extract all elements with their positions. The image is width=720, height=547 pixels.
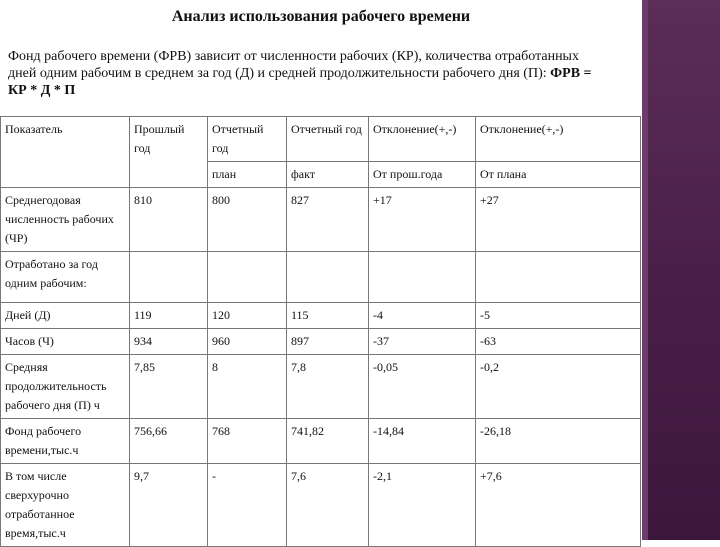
table-cell: -26,18 <box>476 419 641 464</box>
table-cell: 827 <box>287 188 369 252</box>
table-cell: 7,8 <box>287 355 369 419</box>
intro-formula: ФРВ = КР * Д * П <box>8 66 592 98</box>
table-row <box>1 329 641 355</box>
table-cell <box>287 252 369 303</box>
table-row <box>1 303 641 329</box>
subheader-cell: план <box>208 162 287 188</box>
table-cell <box>369 252 476 303</box>
table-cell: -14,84 <box>369 419 476 464</box>
table-cell <box>208 252 287 303</box>
table-cell: 7,85 <box>130 355 208 419</box>
table-cell: 115 <box>287 303 369 329</box>
table-row <box>1 464 641 547</box>
table-row <box>1 252 641 303</box>
slide-title: Анализ использования рабочего времени <box>171 8 471 25</box>
table-cell: 741,82 <box>287 419 369 464</box>
header-cell: Отклонение(+,-) <box>369 117 476 162</box>
header-cell: Отчетный год <box>208 117 287 162</box>
intro-text: Фонд рабочего времени (ФРВ) зависит от численности рабочих (КР), количества отработанных дней одним рабочим в среднем за год (Д) и средней продолжительности рабочего дня (П): <box>8 49 579 81</box>
intro-paragraph <box>8 48 608 99</box>
table-cell: В том числе сверхурочно отработанное время,тыс.ч <box>1 464 130 547</box>
table-cell: -5 <box>476 303 641 329</box>
subheader-cell: факт <box>287 162 369 188</box>
table-row <box>1 355 641 419</box>
table-cell: -0,2 <box>476 355 641 419</box>
table-cell: 897 <box>287 329 369 355</box>
table-cell: 810 <box>130 188 208 252</box>
table-cell: -37 <box>369 329 476 355</box>
table-cell: 756,66 <box>130 419 208 464</box>
subheader-cell: От плана <box>476 162 641 188</box>
table-cell: 7,6 <box>287 464 369 547</box>
table-cell: -0,05 <box>369 355 476 419</box>
table-cell: - <box>208 464 287 547</box>
table-cell: 934 <box>130 329 208 355</box>
table-cell: Дней (Д) <box>1 303 130 329</box>
table-cell: Среднегодовая численность рабочих (ЧР) <box>1 188 130 252</box>
header-cell: Прошлый год <box>130 117 208 188</box>
table-cell: 768 <box>208 419 287 464</box>
work-time-table <box>0 116 641 547</box>
table-cell: 8 <box>208 355 287 419</box>
table-cell: 119 <box>130 303 208 329</box>
table-cell: -4 <box>369 303 476 329</box>
table-row <box>1 419 641 464</box>
table-row <box>1 188 641 252</box>
table-cell: Средняя продолжительность рабочего дня (П) ч <box>1 355 130 419</box>
subheader-cell: От прош.года <box>369 162 476 188</box>
header-cell: Показатель <box>1 117 130 188</box>
table-cell: 960 <box>208 329 287 355</box>
table-cell: Отработано за год одним рабочим: <box>1 252 130 303</box>
table-cell: -63 <box>476 329 641 355</box>
table-cell <box>476 252 641 303</box>
table-cell: +17 <box>369 188 476 252</box>
table-cell: +7,6 <box>476 464 641 547</box>
table-cell: +27 <box>476 188 641 252</box>
table-cell: Фонд рабочего времени,тыс.ч <box>1 419 130 464</box>
table-cell: 120 <box>208 303 287 329</box>
table-cell: -2,1 <box>369 464 476 547</box>
table-header-row <box>1 117 641 162</box>
decorative-sidebar <box>642 0 720 540</box>
table-cell: Часов (Ч) <box>1 329 130 355</box>
table-cell: 9,7 <box>130 464 208 547</box>
table-cell: 800 <box>208 188 287 252</box>
header-cell: Отчетный год <box>287 117 369 162</box>
table-cell <box>130 252 208 303</box>
header-cell: Отклонение(+,-) <box>476 117 641 162</box>
